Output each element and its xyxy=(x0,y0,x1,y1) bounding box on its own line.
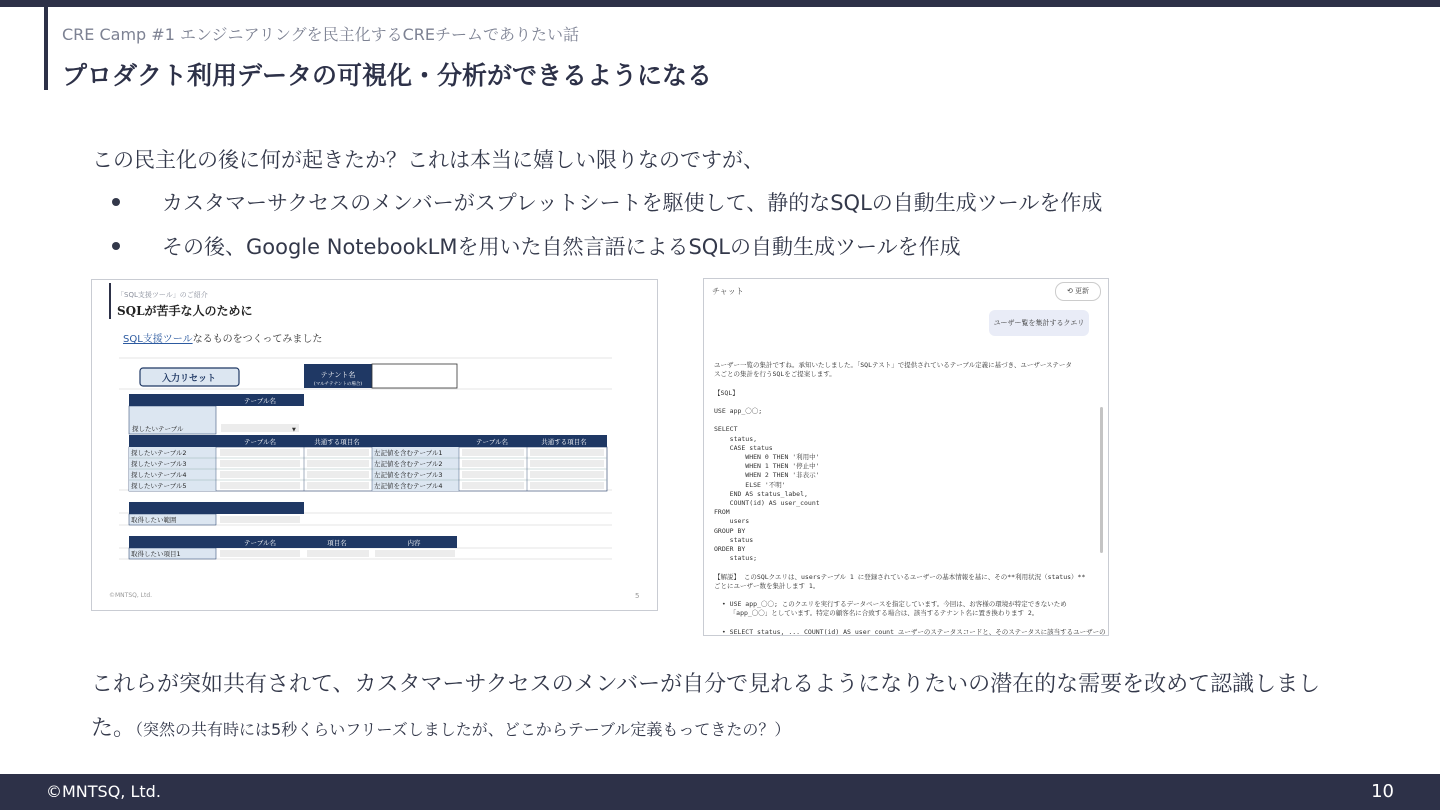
intro-text: この民主化の後に何が起きたか？これは本当に嬉しい限りなのですが、 xyxy=(92,148,764,172)
bullet-text: その後、Google NotebookLMを用いた自然言語によるSQLの自動生成ツールを作成 xyxy=(162,235,961,259)
refresh-icon: ⟲ xyxy=(1066,287,1076,295)
mini-subtitle: 「SQL支援ツール」のご紹介 xyxy=(117,291,208,299)
response-line: USE app_〇〇; xyxy=(714,407,763,415)
row-label: 左記値を含むテーブル1 xyxy=(374,449,443,457)
header-table-name: テーブル名 xyxy=(244,438,276,446)
response-line: SELECT xyxy=(714,425,738,434)
response-line: status; xyxy=(714,554,758,563)
mini-footer: ©MNTSQ, Ltd. xyxy=(109,592,153,599)
response-line: ユーザー一覧の集計ですね。承知いたしました。「SQLテスト」で提供されているテーブル定義に基づき、ユーザーステータ xyxy=(714,361,1072,369)
reset-button-label: 入力リセット xyxy=(162,374,216,384)
dropdown-arrow-icon: ▼ xyxy=(292,427,296,433)
range-dropdown[interactable] xyxy=(220,516,300,523)
row-label: 左記値を含むテーブル3 xyxy=(374,471,443,479)
range-header xyxy=(129,502,304,514)
footer-copyright: ©MNTSQ, Ltd. xyxy=(46,782,161,801)
slide-title: プロダクト利用データの可視化・分析ができるようになる xyxy=(62,61,713,90)
response-line: • SELECT status, ... COUNT(id) AS user_count ユーザーのステータスコードと、そのステータスに該当するユーザーの xyxy=(714,627,1106,636)
conclusion-note: （突然の共有時には5秒くらいフリーズしましたが、どこからテーブル定義もってきたの？） xyxy=(135,720,791,739)
header-common-item: 共通する項目名 xyxy=(314,438,360,446)
refresh-label: 更新 xyxy=(1075,287,1090,295)
response-line: WHEN 0 THEN '利用中' xyxy=(714,453,820,461)
footer-bar xyxy=(0,774,1440,810)
row-label: 探したいテーブル2 xyxy=(131,449,187,457)
response-line: users xyxy=(714,517,750,526)
table-header-row xyxy=(129,435,607,447)
response-line: WHEN 2 THEN '非表示' xyxy=(714,471,820,480)
conclusion-text xyxy=(91,663,1351,752)
top-bar xyxy=(0,0,1440,7)
bullet-item xyxy=(112,231,961,261)
search-table-label: 探したいテーブル xyxy=(132,425,184,433)
scrollbar[interactable] xyxy=(1100,407,1103,553)
response-line: CASE status xyxy=(714,443,773,452)
response-line: 「app_〇〇」としています。特定の顧客名に合致する場合は、該当するテナント名に置き換わります 2。 xyxy=(714,609,1039,618)
response-line: 【SQL】 xyxy=(714,388,739,397)
item-label: 取得したい項目1 xyxy=(131,550,181,558)
item-dropdown[interactable] xyxy=(307,550,369,557)
response-line: WHEN 1 THEN '停止中' xyxy=(714,462,820,471)
bullet-text: カスタマーサクセスのメンバーがスプレットシートを駆使して、静的なSQLの自動生成ツールを作成 xyxy=(162,191,1103,215)
bullet-dot-icon xyxy=(112,198,120,206)
mini-link-suffix: なるものをつくってみました xyxy=(192,334,323,345)
chat-header: チャット xyxy=(712,287,744,296)
header-content: 内容 xyxy=(407,539,421,547)
header-table-name: テーブル名 xyxy=(244,397,276,405)
range-label: 取得したい範囲 xyxy=(131,516,177,524)
spreadsheet-form xyxy=(92,280,657,610)
response-line: status, xyxy=(714,434,758,443)
row-label: 探したいテーブル4 xyxy=(131,471,187,479)
header-common-item: 共通する項目名 xyxy=(541,438,587,446)
response-line: ORDER BY xyxy=(714,545,746,553)
header-table-name: テーブル名 xyxy=(476,438,508,446)
row-label: 探したいテーブル5 xyxy=(131,482,187,490)
row-label: 探したいテーブル3 xyxy=(131,460,187,468)
item-dropdown[interactable] xyxy=(375,550,455,557)
title-accent-bar xyxy=(44,0,48,90)
user-message-bubble: ユーザー覧を集計するクエリ xyxy=(989,310,1089,336)
response-line: • USE app_〇〇; このクエリを実行するデータベースを指定しています。今回は、お客様の環境が特定できないため xyxy=(714,600,1067,609)
mini-title: SQLが苦手な人のために xyxy=(117,304,253,318)
mini-page-number: 5 xyxy=(635,592,640,600)
bullet-dot-icon xyxy=(112,242,120,250)
response-line: ごとにユーザー数を集計します 1。 xyxy=(714,581,820,590)
response-line: スごとの集計を行うSQLをご提案します。 xyxy=(714,370,836,379)
page-number: 10 xyxy=(1371,781,1394,802)
header-item-name: 項目名 xyxy=(327,539,347,547)
tenant-input[interactable] xyxy=(372,364,457,388)
refresh-button[interactable] xyxy=(1055,282,1101,301)
conclusion-main: これらが突如共有されて、カスタマーサクセスのメンバーが自分で見れるようになりたいの潜在的な需要を改めて認識しました。 xyxy=(91,672,1321,741)
response-line: ELSE '不明' xyxy=(714,480,786,489)
response-line: 【解説】 このSQLクエリは、usersテーブル 1 に登録されているユーザーの基本情報を基に、その**利用状況（status）** xyxy=(714,572,1086,581)
sql-tool-screenshot xyxy=(91,279,658,611)
response-line: COUNT(id) AS user_count xyxy=(714,499,820,507)
response-line: FROM xyxy=(714,508,730,517)
sql-tool-link[interactable]: SQL支援ツール xyxy=(123,334,193,345)
tenant-label: テナント名 xyxy=(320,371,356,379)
item-dropdown[interactable] xyxy=(220,550,300,557)
response-line: END AS status_label, xyxy=(714,489,808,498)
bullet-item xyxy=(112,187,1102,217)
dropdown[interactable] xyxy=(221,424,299,432)
tenant-sub: (マルチテナントの場合) xyxy=(313,382,363,387)
table-header-row xyxy=(129,394,304,406)
row-label: 左記値を含むテーブル4 xyxy=(374,482,443,490)
slide-subtitle: CRE Camp #1 エンジニアリングを民主化するCREチームでありたい話 xyxy=(62,25,580,44)
response-line: status xyxy=(714,535,754,544)
header-table-name: テーブル名 xyxy=(244,539,276,547)
row-label: 左記値を含むテーブル2 xyxy=(374,460,443,468)
notebooklm-chat-screenshot xyxy=(703,278,1109,636)
response-line: GROUP BY xyxy=(714,526,746,535)
